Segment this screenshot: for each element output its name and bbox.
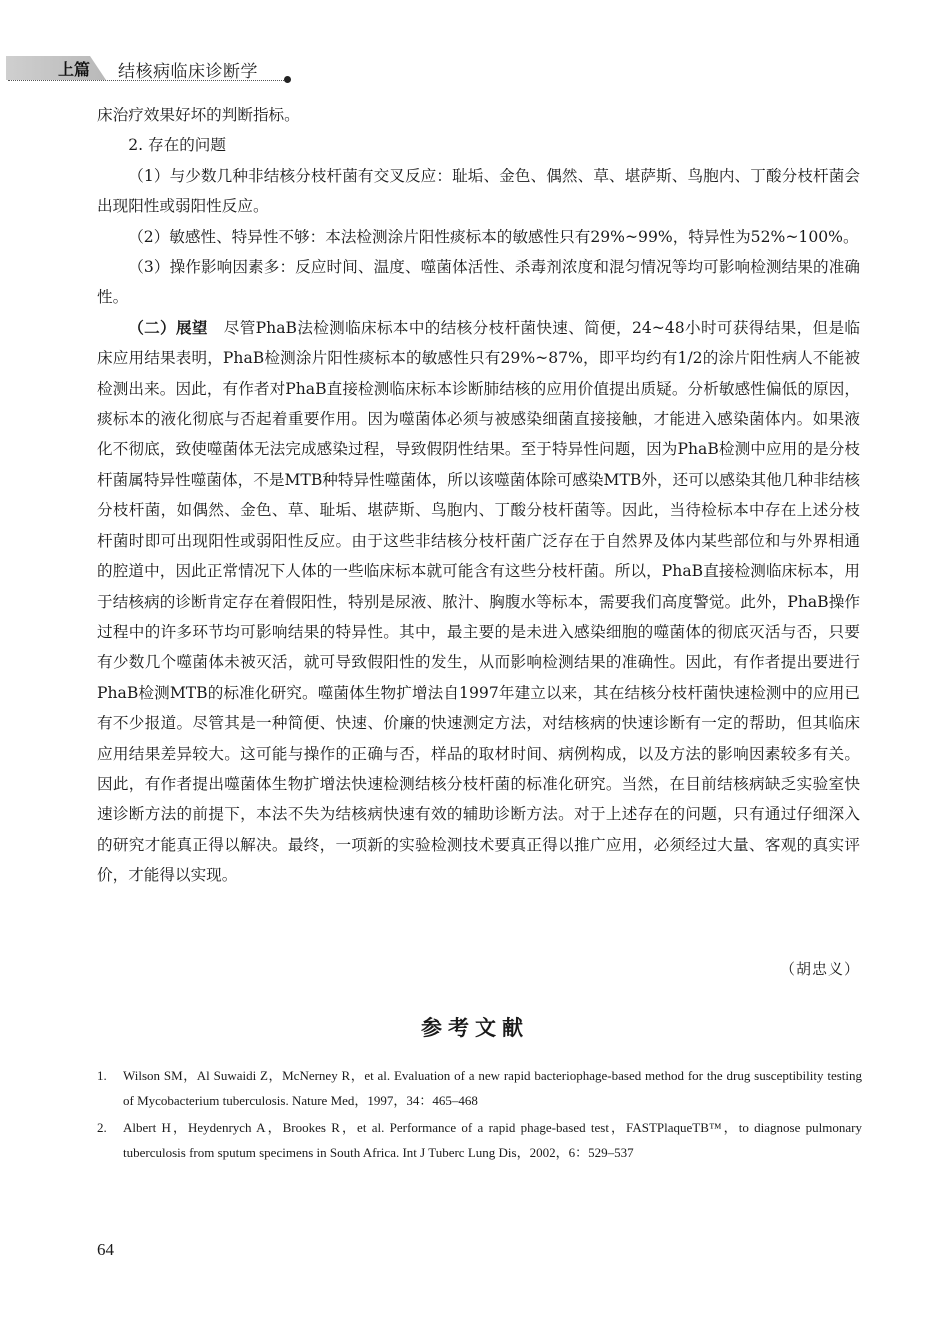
reference-text: Albert H，Heydenrych A，Brookes R，et al. Performance of a rapid phage-based test，FASTPlaqueTB™，to diagnose pulmonary tuberculosis from sputum specimens in South Africa. Int J Tuberc Lung Dis，2002，6：529–537 [123, 1120, 862, 1160]
list-item: （2）敏感性、特异性不够：本法检测涂片阳性痰标本的敏感性只有29%~99%，特异性为52%~100%。 [128, 227, 859, 246]
reference-list [97, 1063, 862, 1167]
header-rule [8, 80, 286, 81]
reference-text: Wilson SM，Al Suwaidi Z，McNerney R，et al. Evaluation of a new rapid bacteriophage-based method for the drug susceptibility testing of Mycobacterium tuberculosis. Nature Med，1997，34：465–468 [123, 1068, 862, 1108]
reference-item [97, 1115, 862, 1165]
reference-item [97, 1063, 862, 1113]
section-heading: 2. 存在的问题 [128, 136, 226, 155]
running-header [6, 52, 296, 82]
author-credit: （胡忠义） [779, 960, 860, 978]
part-tab [6, 56, 106, 80]
body-text [97, 100, 860, 891]
outlook-text: 尽管PhaB法检测临床标本中的结核分枝杆菌快速、简便，24~48小时可获得结果，但是临床应用结果表明，PhaB检测涂片阳性痰标本的敏感性只有29%~87%，即平均约有1/2的涂片阳性病人不能被检测出来。因此，有作者对PhaB直接检测临床标本诊断肺结核的应用价值提出质疑。分析敏感性偏低的原因，痰标本的液化彻底与否起着重要作用。因为噬菌体必须与被感染细菌直接接触，才能进入感染菌体内。如果液化不彻底，致使噬菌体无法完成感染过程，导致假阴性结果。至于特异性问题，因为PhaB检测中应用的是分枝杆菌属特异性噬菌体，不是MTB种特异性噬菌体，所以该噬菌体除可感染MTB外，还可以感染其他几种非结核分枝杆菌，如偶然、金色、草、耻垢、堪萨斯、鸟胞内、丁酸分枝杆菌等。因此，当待检标本中存在上述分枝杆菌时即可出现阳性或弱阳性反应。由于这些非结核分枝杆菌广泛存在于自然界及体内某些部位和与外界相通的腔道中，因此正常情况下人体的一些临床标本就可能含有这些分枝杆菌。所以，PhaB直接检测临床标本，用于结核病的诊断肯定存在着假阳性，特别是尿液、脓汁、胸腹水等标本，需要我们高度警觉。此外，PhaB操作过程中的许多环节均可影响结果的特异性。其中，最主要的是未进入感染细胞的噬菌体的彻底灭活与否，只要有少数几个噬菌体未被灭活，就可导致假阳性的发生，从而影响检测结果的准确性。因此，有作者提出要进行PhaB检测MTB的标准化研究。噬菌体生物扩增法自1997年建立以来，其在结核分枝杆菌快速检测中的应用已有不少报道。尽管其是一种简便、快速、价廉的快速测定方法，对结核病的快速诊断有一定的帮助，但其临床应用结果差异较大。这可能与操作的正确与否，样品的取材时间、病例构成，以及方法的影响因素较多有关。因此，有作者提出噬菌体生物扩增法快速检测结核分枝杆菌的标准化研究。当然，在目前结核病缺乏实验室快速诊断方法的前提下，本法不失为结核病快速有效的辅助诊断方法。对于上述存在的问题，只有通过仔细深入的研究才能真正得以解决。最终，一项新的实验检测技术要真正得以推广应用，必须经过大量、客观的真实评价，才能得以实现。 [97, 318, 860, 885]
subsection-heading: （二）展望 [128, 317, 208, 337]
part-label: 上篇 [58, 60, 91, 79]
continued-paragraph: 床治疗效果好坏的判断指标。 [97, 106, 300, 124]
list-item: （1）与少数几种非结核分枝杆菌有交叉反应：耻垢、金色、偶然、草、堪萨斯、鸟胞内、丁酸分枝杆菌会出现阳性或弱阳性反应。 [97, 166, 861, 216]
reference-number: 1. [97, 1068, 107, 1083]
list-item: （3）操作影响因素多：反应时间、温度、噬菌体活性、杀毒剂浓度和混匀情况等均可影响检测结果的准确性。 [97, 258, 861, 307]
book-title: 结核病临床诊断学 [118, 62, 258, 82]
references-title: 参考文献 [421, 1016, 529, 1040]
outlook-paragraph [97, 313, 860, 891]
header-rule-dot [284, 76, 291, 83]
page-number: 64 [97, 1240, 114, 1259]
reference-number: 2. [97, 1120, 107, 1135]
